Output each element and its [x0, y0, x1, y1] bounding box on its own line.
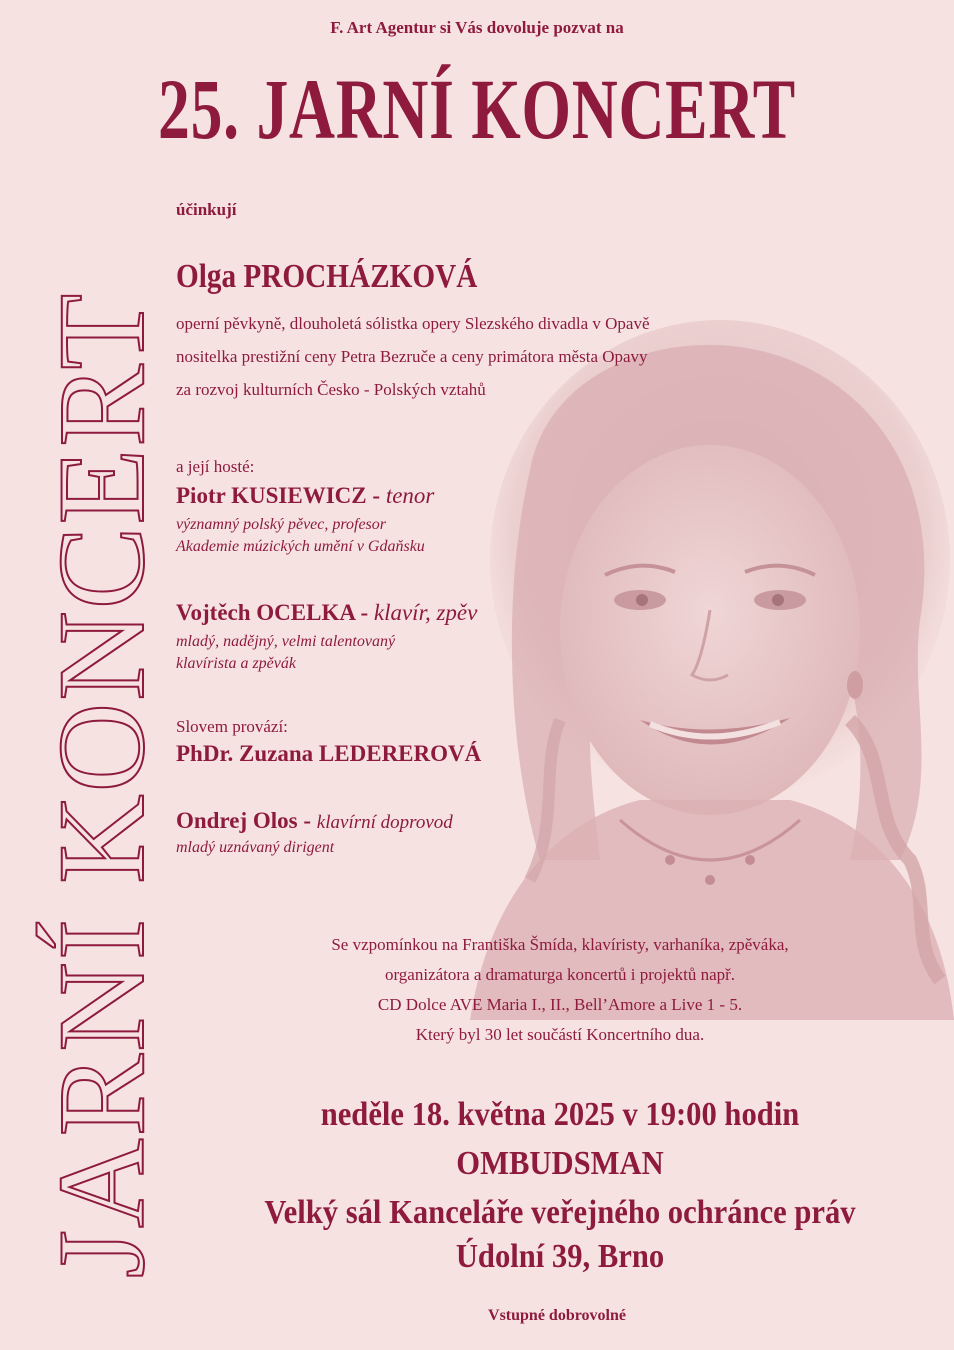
guests-label: a její hosté:: [176, 457, 255, 476]
host-name: PhDr. Zuzana LEDEREROVÁ: [176, 741, 482, 766]
entry-note: Vstupné dobrovolné: [488, 1307, 626, 1324]
host-label: Slovem provází:: [176, 717, 288, 736]
memorial-line-3: CD Dolce AVE Maria I., II., Bell’Amore a Live 1 - 5.: [377, 995, 743, 1014]
event-date-time: neděle 18. května 2025 v 19:00 hodin: [320, 1096, 800, 1133]
vertical-title: JARNÍ KONCERT: [33, 291, 170, 1279]
portrait-image: [470, 300, 954, 1020]
guest-1-desc-1: významný polský pěvec, profesor: [176, 516, 386, 533]
main-artist-name: Olga PROCHÁZKOVÁ: [176, 258, 478, 295]
main-artist-desc-2: nositelka prestižní ceny Petra Bezruče a ceny primátora města Opavy: [176, 347, 648, 366]
guest-1-desc-2: Akademie múzických umění v Gdaňsku: [176, 538, 425, 555]
accompanist-dash: -: [297, 808, 317, 833]
event-venue: OMBUDSMAN: [456, 1145, 664, 1182]
accompanist: [176, 808, 453, 834]
memorial-line-4: Který byl 30 let součástí Koncertního dua.: [415, 1025, 705, 1044]
main-artist-desc-1: operní pěvkyně, dlouholetá sólistka opery Slezského divadla v Opavě: [176, 314, 650, 333]
guest-2-desc-1: mladý, nadějný, velmi talentovaný: [176, 633, 396, 650]
guest-2-name: Vojtěch OCELKA: [176, 600, 355, 625]
guest-2-desc-2: klavírista a zpěvák: [176, 655, 296, 672]
guest-2-dash: -: [354, 600, 374, 625]
memorial-text: [200, 930, 920, 1050]
memorial-line-1: Se vzpomínkou na Františka Šmída, klavíristy, varhaníka, zpěváka,: [331, 935, 789, 954]
guest-1-name: Piotr KUSIEWICZ: [176, 483, 367, 508]
guest-2: [176, 600, 477, 626]
guest-1-role: tenor: [385, 483, 435, 508]
memorial-line-2: organizátora a dramaturga koncertů i projektů např.: [384, 965, 736, 984]
accompanist-desc: mladý uznávaný dirigent: [176, 839, 335, 856]
guest-1-dash: -: [366, 483, 386, 508]
guest-1: [176, 483, 434, 509]
main-artist-desc-3: za rozvoj kulturních Česko - Polských vztahů: [176, 380, 486, 399]
guest-2-role: klavír, zpěv: [373, 600, 478, 625]
event-address: Údolní 39, Brno: [455, 1238, 665, 1275]
event-hall: Velký sál Kanceláře veřejného ochránce práv: [264, 1194, 856, 1231]
performers-label: účinkují: [176, 200, 237, 219]
accompanist-role: klavírní doprovod: [316, 812, 453, 833]
main-title: 25. JARNÍ KONCERT: [158, 61, 796, 157]
invite-line: F. Art Agentur si Vás dovoluje pozvat na: [330, 18, 624, 37]
accompanist-name: Ondrej Olos: [176, 808, 298, 833]
